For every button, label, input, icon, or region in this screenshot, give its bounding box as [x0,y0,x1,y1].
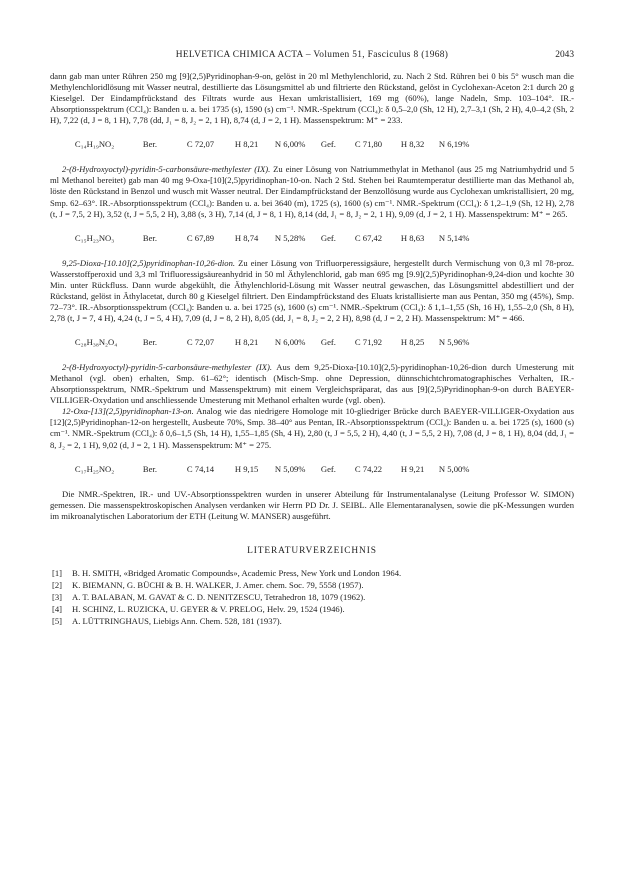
journal-title: HELVETICA CHIMICA ACTA – Volumen 51, Fasciculus 8 (1968) [175,50,449,60]
reference-item [52,616,574,627]
reference-item [52,568,574,579]
calc-nitrogen: N 5,09% [274,463,306,474]
found-carbon: C 71,80 [354,139,383,150]
calc-hydrogen: H 8,21 [234,337,259,348]
calc-label: Ber. [142,232,157,243]
reference-item [52,592,574,603]
found-nitrogen: N 6,19% [438,139,470,150]
reference-text: B. H. SMITH, «Bridged Aromatic Compounds», Academic Press, New York und London 1964. [72,567,402,578]
elemental-analysis [62,453,574,486]
reference-number: [4] [52,603,63,614]
calc-label: Ber. [142,463,157,474]
reference-text: K. BIEMANN, G. BÜCHI & B. H. WALKER, J. Amer. chem. Soc. 79, 5558 (1957). [72,579,364,590]
found-carbon: C 74,22 [354,463,383,474]
found-carbon: C 67,42 [354,232,383,243]
paragraph-text: Zu einer Lösung von Trifluorperessigsäure, hergestellt durch Vermischung von 0,3 ml 78-proz. Wasserstoffperoxid und 3,3 ml Trifluoressigsäureanhydrid in 50 ml Äthylenchlorid, gab man 695 mg [9.9](2,5)Pyridinophan-9,24-dion und kochte 30 Min. unter Rückfluss. Dann wurde abgekühlt, die Äthylenchlorid-Lösung mit Wasser neutral gewaschen, das Lösungsmittel abdestilliert und der Rückstand, gelöst in Äthylacetat, durch 80 g Kieselgel filtriert. Den Eindampfrückstand des Eluats kristallisierte man aus Pentan, 350 mg (45%), Smp. 72–73°. IR.-Absorptionsspektrum (CCl₄): Banden u. a. bei 1725 (s), 1600 (s) cm⁻¹. NMR.-Spektrum (CCl₄): δ 1,1–1,55 (Sh, 16 H), 1,55–2,0 (Sh, 8 H), 2,78 (t, J = 7, 4 H), 4,24 (t, J = 5, 4 H), 7,09 (d, J = 8, 2 H), 8,05 (dd, J₁ = 8, J₂ = 2, 2 H), 8,98 (d, J = 2, 2 H). Massenspektrum: M⁺ = 466. [50,257,574,323]
reference-list [50,568,574,627]
found-label: Gef. [320,139,336,150]
reference-number: [2] [52,579,63,590]
paragraph [50,406,574,450]
molecular-formula: C₁₄H₁₉NO₂ [74,139,115,150]
calc-label: Ber. [142,337,157,348]
reference-number: [1] [52,567,63,578]
paragraph [50,164,574,219]
reference-item [52,580,574,591]
found-nitrogen: N 5,14% [438,232,470,243]
reference-text: A. LÜTTRINGHAUS, Liebigs Ann. Chem. 528, 181 (1937). [72,616,282,627]
compound-title: 2-(8-Hydroxyoctyl)-pyridin-5-carbonsäure-methylester (IX). [62,362,273,373]
elemental-analysis [62,128,574,161]
compound-title: 12-Oxa-[13](2,5)pyridinophan-13-on. [62,406,194,417]
compound-title: 9,25-Dioxa-[10.10](2,5)pyridinophan-10,26-dion. [62,257,236,268]
compound-title: 2-(8-Hydroxyoctyl)-pyridin-5-carbonsäure-methylester (IX). [62,164,271,175]
calc-carbon: C 72,07 [186,139,215,150]
molecular-formula: C₁₇H₂₅NO₂ [74,463,115,474]
molecular-formula: C₁₅H₂₃NO₃ [74,232,115,243]
reference-text: A. T. BALABAN, M. GAVAT & C. D. NENITZESCU, Tetrahedron 18, 1079 (1962). [72,591,366,602]
calc-hydrogen: H 8,21 [234,139,259,150]
calc-carbon: C 74,14 [186,463,215,474]
found-label: Gef. [320,463,336,474]
elemental-analysis [62,326,574,359]
calc-hydrogen: H 9,15 [234,463,259,474]
acknowledgements: Die NMR.-Spektren, IR.- und UV.-Absorptionsspektren wurden in unserer Abteilung für Instrumentalanalyse (Leitung Professor W. SIMON) gemessen. Die massenspektroskopischen Analysen verdanken wir Herrn PD Dr. J. SEIBL. Alle Elementaranalysen, sowie die pK-Messungen wurden im mikroanalytischen Laboratorium der ETH (Leitung W. MANSER) ausgeführt. [50,488,574,521]
reference-item [52,604,574,615]
found-hydrogen: H 9,21 [400,463,425,474]
calc-nitrogen: N 6,00% [274,337,306,348]
paragraph-text: Zu einer Lösung von Natriummethylat in Methanol (aus 25 mg Natriumhydrid und 5 ml Methanol bereitet) gab man 40 mg 9-Oxa-[10](2,5)pyridinophan-10-on. Nach 2 Std. Stehen bei Raumtemperatur destillierte man das Methanol ab, löste den Rückstand in Benzol und wusch mit Wasser neutral. Der Eindampfrückstand der Benzollösung wurde aus Cyclohexan umkristallisiert, 20 mg, Smp. 62–63°. IR.-Absorptionsspektrum (CCl₄): Banden u. a. bei 3640 (m), 1725 (s), 1600 (s) cm⁻¹. NMR.-Spektrum (CCl₄): δ 1,2–1,9 (Sh, 12 H), 2,78 (t, J = 7,5, 2 H), 3,52 (t, J = 5,5, 2 H), 3,88 (s, 3 H), 7,14 (d, J = 8, 1 H), 8,14 (dd, J₁ = 8, J₂ = 2, 1 H), 9,09 (d, J = 2, 1 H). Massenspektrum: M⁺ = 265. [50,164,574,219]
calc-nitrogen: N 6,00% [274,139,306,150]
found-carbon: C 71,92 [354,337,383,348]
running-head [50,50,574,64]
calc-hydrogen: H 8,74 [234,232,259,243]
elemental-analysis [62,222,574,255]
reference-text: H. SCHINZ, L. RUZICKA, U. GEYER & V. PRELOG, Helv. 29, 1524 (1946). [72,603,345,614]
paragraph-text: Aus dem 9,25-Dioxa-[10.10](2,5)-pyridinophan-10,26-dion durch Umesterung mit Methanol (vgl. oben) erhalten, Smp. 61–62°; identisch (Misch-Smp. ohne Depression, dünnschichtchromatographisches Verhalten, IR.-Absorptionsspektrum, NMR.-Spektrum und Massenspektrum) mit einem Vergleichspräparat, das aus [9](2,5)Pyridinophan-9-on durch BAEYER-VILLIGER-Oxydation und anschliessende Umesterung mit Methanol erhalten wurde (vgl. oben). [50,362,575,406]
found-label: Gef. [320,337,336,348]
found-nitrogen: N 5,96% [438,337,470,348]
calc-nitrogen: N 5,28% [274,232,306,243]
calc-carbon: C 67,89 [186,232,215,243]
calc-carbon: C 72,07 [186,337,215,348]
found-label: Gef. [320,232,336,243]
paragraph: dann gab man unter Rühren 250 mg [9](2,5)Pyridinophan-9-on, gelöst in 20 ml Methylenchlorid, zu. Nach 2 Std. Rühren bei 0 bis 5° wusch man die Methylenchloridlösung mit Wasser neutral, destillierte das Lösungsmittel ab und filtrierte den Rückstand, gelöst in Cyclohexan-Aceton 2:1 durch 20 g Kieselgel. Der Eindampfrückstand des Filtrats wurde aus Hexan umkristallisiert, 169 mg (60%), lange Nadeln, Smp. 103–104°. IR.-Absorptionsspektrum (CCl₄): Banden u. a. bei 1735 (s), 1590 (s) cm⁻¹. NMR.-Spektrum (CCl₄): δ 0,5–2,0 (Sh, 12 H), 2,7–3,1 (Sh, 2 H), 4,0–4,2 (Sh, 2 H), 7,22 (d, J = 8, 1 H), 7,78 (dd, J₁ = 8, J₂ = 2, 1 H), 8,74 (d, J = 2, 1 H). Massenspektrum: M⁺ = 233. [50,71,574,126]
paragraph [50,258,574,324]
paragraph-text: Analog wie das niedrigere Homologe mit 10-gliedriger Brücke durch BAEYER-VILLIGER-Oxydation aus [12](2,5)Pyridinophan-12-on hergestellt, Ausbeute 70%, Smp. 38–40° aus Pentan, IR.-Absorptionsspektrum (CCl₄): Banden u. a. bei 1725 (s), 1600 (s) cm⁻¹. NMR.-Spektrum (CCl₄): δ 0,6–1,5 (Sh, 14 H), 1,55–1,85 (Sh, 4 H), 2,80 (t, J = 5,5, 2 H), 4,40 (t, J = 5,5, 2 H), 7,08 (d, J = 8, 1 H), 8,04 (dd, J₁ = 8, J₂ = 2, 1 H), 9,02 (d, J = 2, 1 H). Massenspektrum: M⁺ = 275. [50,406,574,450]
found-nitrogen: N 5,00% [438,463,470,474]
found-hydrogen: H 8,25 [400,337,425,348]
references-heading: LITERATURVERZEICHNIS [247,545,377,556]
reference-number: [3] [52,591,63,602]
reference-number: [5] [52,616,63,627]
paragraph [50,362,574,406]
calc-label: Ber. [142,139,157,150]
molecular-formula: C₂₈H₃₈N₂O₄ [74,337,118,348]
experimental-section [50,71,574,522]
found-hydrogen: H 8,32 [400,139,425,150]
found-hydrogen: H 8,63 [400,232,425,243]
page-number: 2043 [555,50,574,60]
